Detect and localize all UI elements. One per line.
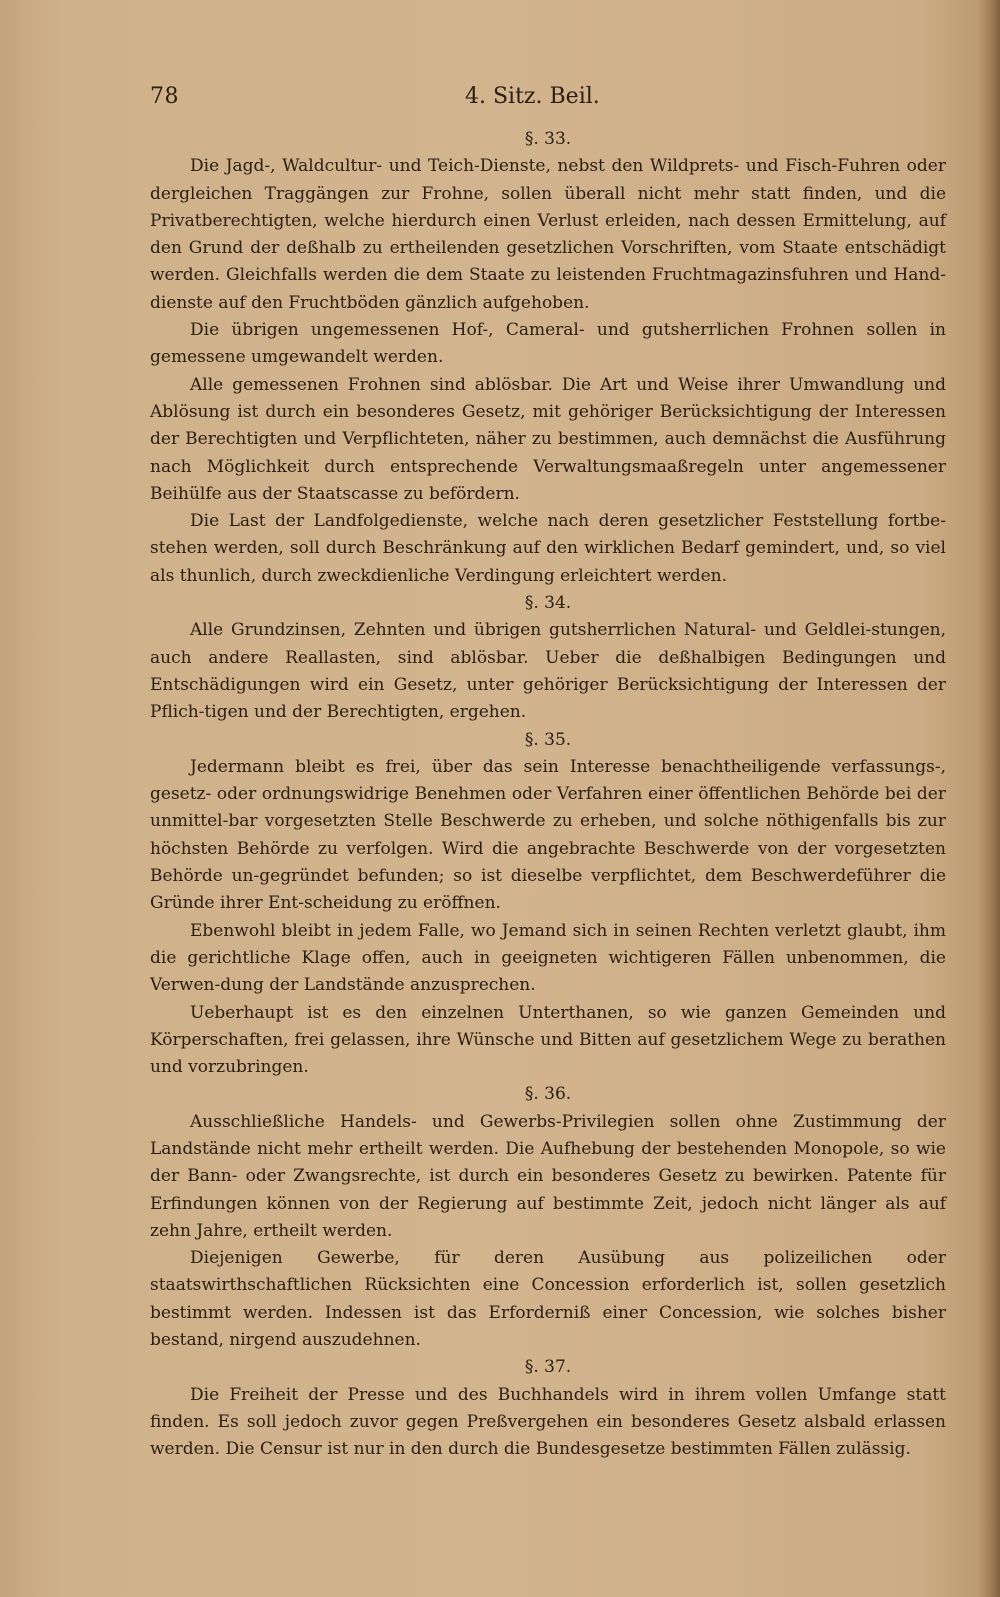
paragraph: Alle Grundzinsen, Zehnten und übrigen gutsherrlichen Natural- und Geldlei-stungen, auch andere Reallasten, sind ablösbar. Ueber die deßhalbigen Bedingungen und Entschädigungen wird ein Gesetz, unter gehöriger Berücksichtigung der Interessen der Pflich-tigen und der Berechtigten, ergehen. — [150, 620, 946, 723]
section-heading-33: §. 33. — [524, 129, 572, 149]
page-number: 78 — [150, 84, 179, 109]
section-heading-35: §. 35. — [524, 729, 572, 750]
running-head: 4. Sitz. Beil. — [465, 84, 600, 109]
page-header — [150, 84, 850, 120]
paragraph: Die Jagd-, Waldcultur- und Teich-Dienste, nebst den Wildprets- und Fisch-Fuhren oder dergleichen Traggängen zur Frohne, sollen überall nicht mehr statt finden, und die Privatberechtigten, welche hierdurch einen Verlust erleiden, nach dessen Ermittelung, auf den Grund der deßhalb zu ertheilenden gesetzlichen Vorschriften, vom Staate entschädigt werden. Gleichfalls werden die dem Staate zu leistenden Fruchtmagazinsfuhren und Hand-dienste auf den Fruchtböden gänzlich aufgehoben. — [150, 156, 946, 313]
paragraph: Die Freiheit der Presse und des Buchhandels wird in ihrem vollen Umfange statt finden. Es soll jedoch zuvor gegen Preßvergehen ein besonderes Gesetz alsbald erlassen werden. Die Censur ist nur in den durch die Bundesgesetze bestimmten Fällen zulässig. — [150, 1384, 946, 1460]
section-heading-37: §. 37. — [524, 1357, 572, 1378]
paragraph: Diejenigen Gewerbe, für deren Ausübung aus polizeilichen oder staatswirthschaftlichen Rücksichten eine Concession erforderlich ist, sollen gesetzlich bestimmt werden. Indessen ist das Erforderniß einer Concession, wie solches bisher bestand, nirgend auszudehnen. — [150, 1248, 946, 1351]
paragraph: Die übrigen ungemessenen Hof-, Cameral- und gutsherrlichen Frohnen sollen in gemessene umgewandelt werden. — [150, 320, 946, 368]
paragraph: Ebenwohl bleibt in jedem Falle, wo Jemand sich in seinen Rechten verletzt glaubt, ihm die gerichtliche Klage offen, auch in geeigneten wichtigeren Fällen unbenommen, die Verwen-dung der Landstände anzusprechen. — [150, 920, 946, 996]
paragraph: Ueberhaupt ist es den einzelnen Unterthanen, so wie ganzen Gemeinden und Körperschaften, frei gelassen, ihre Wünsche und Bitten auf gesetzlichem Wege zu berathen und vorzubringen. — [150, 1002, 946, 1078]
paragraph: Alle gemessenen Frohnen sind ablösbar. Die Art und Weise ihrer Umwandlung und Ablösung ist durch ein besonderes Gesetz, mit gehöriger Berücksichtigung der Interessen der Berechtigten und Verpflichteten, näher zu bestimmen, auch demnächst die Ausführung nach Möglichkeit durch entsprechende Verwaltungsmaaßregeln unter angemessener Beihülfe aus der Staatscasse zu befördern. — [150, 374, 946, 504]
document-body — [150, 126, 946, 1464]
paragraph: Jedermann bleibt es frei, über das sein Interesse benachtheiligende verfassungs-, gesetz- oder ordnungswidrige Benehmen oder Verfahren einer öffentlichen Behörde bei der unmittel-bar vorgesetzten Stelle Beschwerde zu erheben, und solche nöthigenfalls bis zur höchsten Behörde zu verfolgen. Wird die angebrachte Beschwerde von der vorgesetzten Behörde un-gegründet befunden; so ist dieselbe verpflichtet, dem Beschwerdeführer die Gründe ihrer Ent-scheidung zu eröffnen. — [150, 756, 946, 914]
paragraph: Ausschließliche Handels- und Gewerbs-Privilegien sollen ohne Zustimmung der Landstände nicht mehr ertheilt werden. Die Aufhebung der bestehenden Monopole, so wie der Bann- oder Zwangsrechte, ist durch ein besonderes Gesetz zu bewirken. Patente für Erfindungen können von der Regierung auf bestimmte Zeit, jedoch nicht länger als auf zehn Jahre, ertheilt werden. — [150, 1111, 946, 1241]
section-heading-36: §. 36. — [524, 1084, 572, 1105]
paragraph: Die Last der Landfolgedienste, welche nach deren gesetzlicher Feststellung fortbe-stehen werden, soll durch Beschränkung auf den wirklichen Bedarf gemindert, und, so viel als thunlich, durch zweckdienliche Verdingung erleichtert werden. — [150, 511, 946, 586]
section-heading-34: §. 34. — [524, 593, 572, 614]
page-edge-shadow — [978, 0, 1000, 1597]
